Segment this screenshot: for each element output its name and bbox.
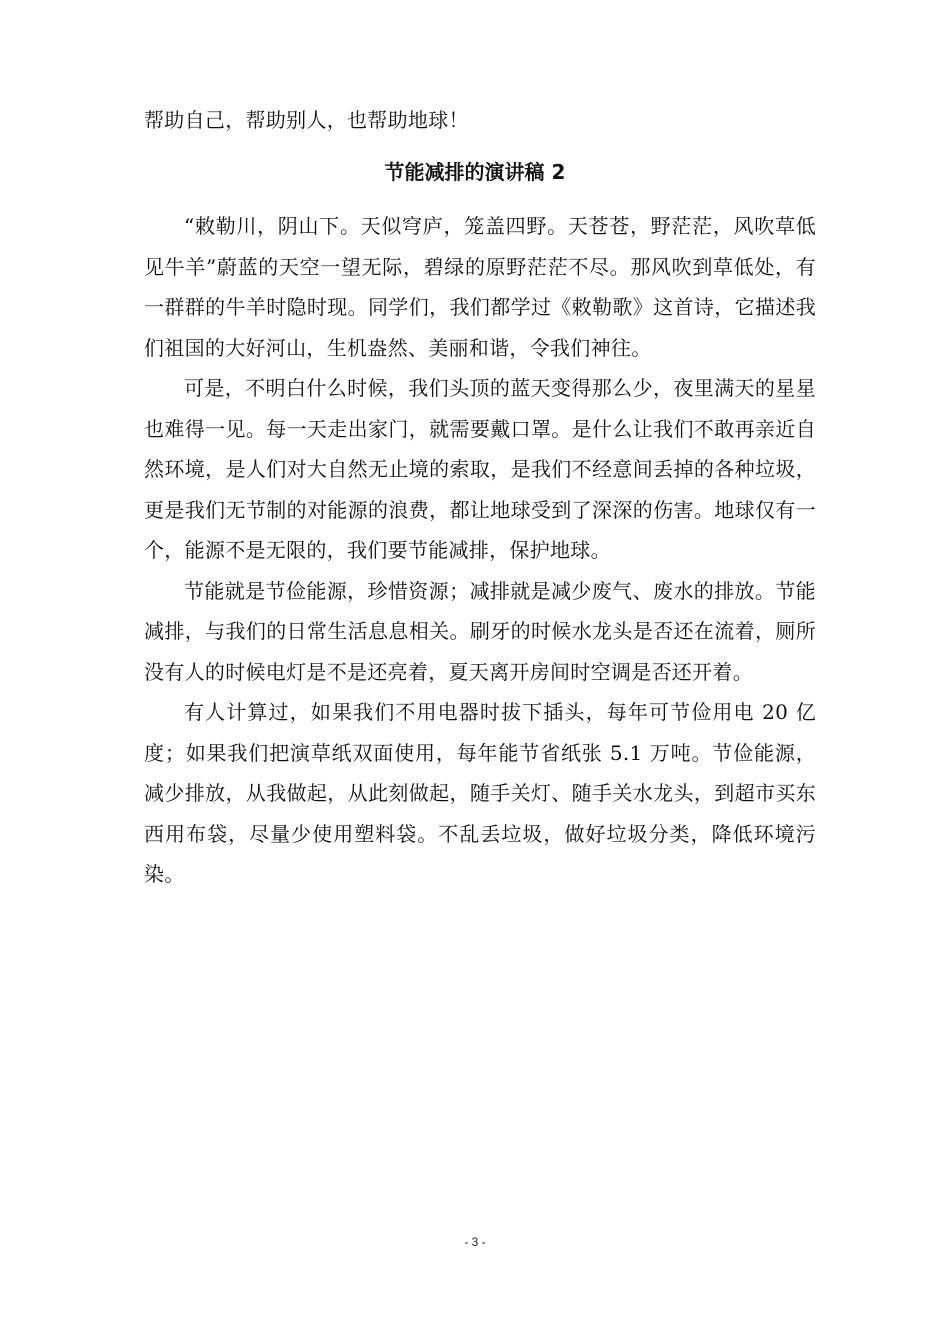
lead-line: 帮助自己，帮助别人，也帮助地球！ — [144, 108, 469, 132]
paragraph-1: “敕勒川，阴山下。天似穹庐，笼盖四野。天苍苍，野茫茫，风吹草低见牛羊”蔚蓝的天空一望无际，碧绿的原野茫茫不尽。那风吹到草低处，有一群群的牛羊时隐时现。同学们，我们都学过《敕勒歌》这首诗，它描述我们祖国的大好河山，生机盎然、美丽和谐，令我们神往。 — [144, 214, 816, 360]
page-number: - 3 - — [464, 1235, 486, 1249]
paragraph-4: 有人计算过，如果我们不用电器时拔下插头，每年可节俭用电 20 亿度；如果我们把演草纸双面使用，每年能节省纸张 5.1 万吨。节俭能源，减少排放，从我做起，从此刻做起，随手关灯、随手关水龙头，到超市买东西用布袋，尽量少使用塑料袋。不乱丢垃圾，做好垃圾分类，降低环境污染。 — [144, 700, 816, 886]
speech-body — [144, 206, 816, 895]
paragraph-2: 可是，不明白什么时候，我们头顶的蓝天变得那么少，夜里满天的星星也难得一见。每一天走出家门，就需要戴口罩。是什么让我们不敢再亲近自然环境，是人们对大自然无止境的索取，是我们不经意间丢掉的各种垃圾，更是我们无节制的对能源的浪费，都让地球受到了深深的伤害。地球仅有一个，能源不是无限的，我们要节能减排，保护地球。 — [144, 376, 816, 562]
paragraph-3: 节能就是节俭能源，珍惜资源；减排就是减少废气、废水的排放。节能减排，与我们的日常生活息息相关。刷牙的时候水龙头是否还在流着，厕所没有人的时候电灯是不是还亮着，夏天离开房间时空调是否还开着。 — [144, 578, 816, 684]
speech-title: 节能减排的演讲稿 2 — [384, 160, 566, 184]
